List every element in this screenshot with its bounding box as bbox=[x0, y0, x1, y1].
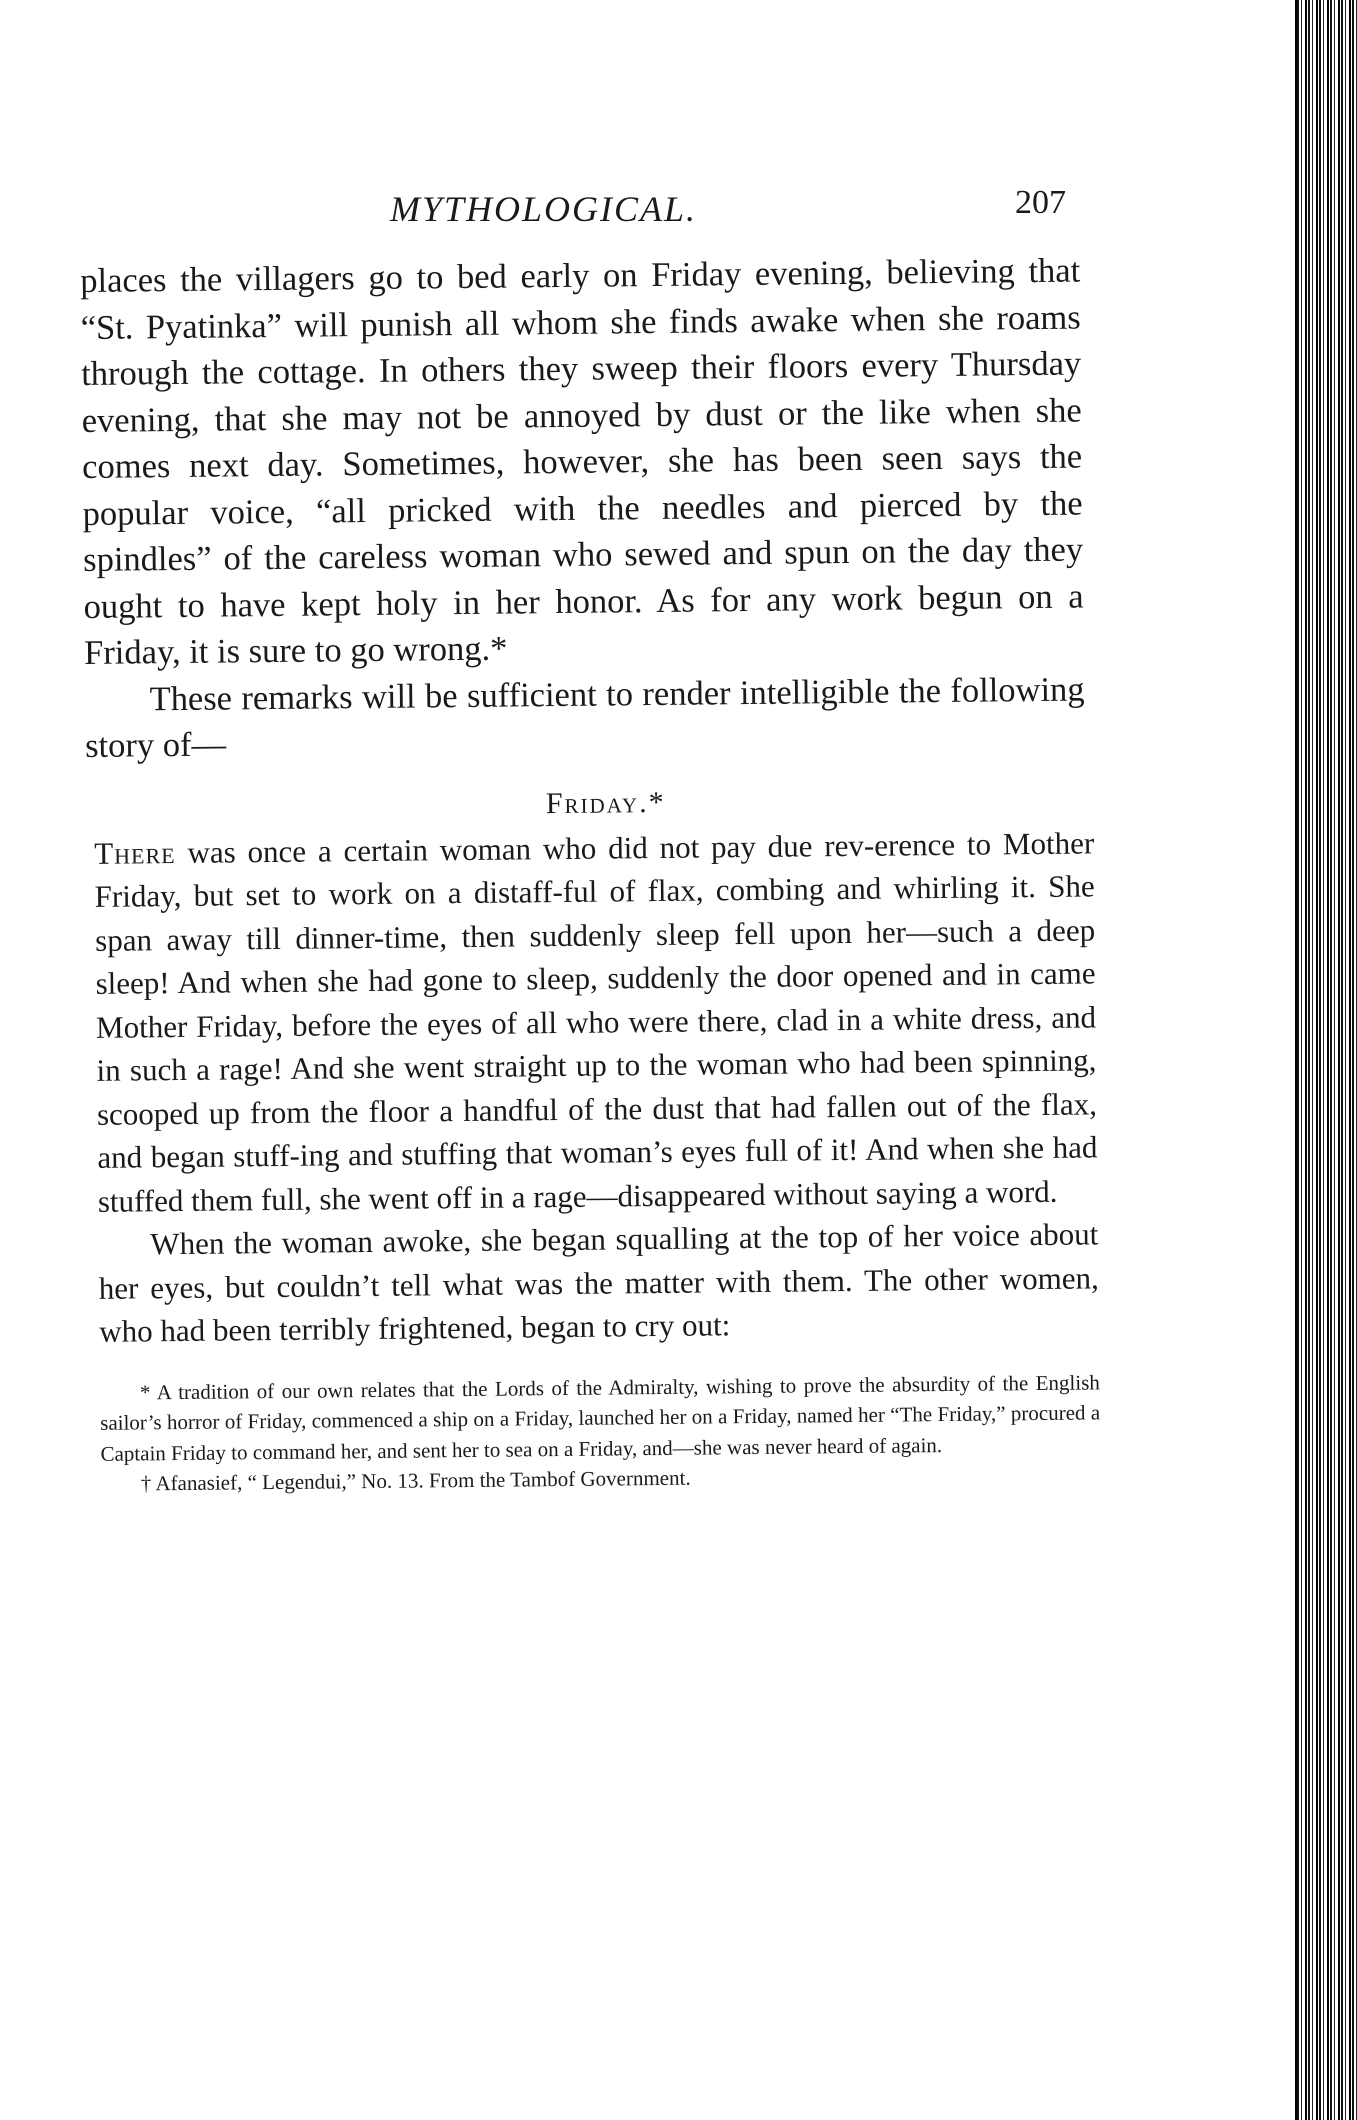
intro-paragraph-1: places the villagers go to bed early on Friday evening, believing that “St. Pyatinka” will punish all whom she finds awake when she roams through the cottage. In others they sweep their floors every Thursday evening, that she may not be annoyed by dust or the like when she comes next day. Sometimes, however, she has been seen says the popular voice, “all pricked with the needles and pierced by the spindles” of the careless woman who sewed and spun on the day they ought to have kept holy in her honor. As for any work begun on a Friday, it is sure to go wrong.* bbox=[80, 251, 1084, 672]
running-head bbox=[80, 184, 1080, 238]
story-paragraph-1-text: was once a certain woman who did not pay due rev-erence to Mother Friday, but set to work on a distaff-ful of flax, combing and whirling it. She span away till dinner-time, then suddenly sleep fell upon her—such a deep sleep! And when she had gone to sleep, suddenly the door opened and in came Mother Friday, before the eyes of all who were there, clad in a white dress, and in such a rage! And she went straight up to the woman who had been spinning, scooped up from the floor a handful of the dust that had fallen out of the flax, and began stuff-ing and stuffing that woman’s eyes full of it! And when she had stuffed them full, she went off in a rage—disappeared without saying a word. bbox=[94, 824, 1098, 1219]
story-heading: Friday.* bbox=[545, 785, 666, 820]
running-title: MYTHOLOGICAL. bbox=[390, 189, 698, 229]
story-block bbox=[94, 821, 1099, 1353]
footnotes bbox=[100, 1367, 1101, 1499]
story-paragraph-1 bbox=[94, 821, 1098, 1223]
story-first-word: There bbox=[94, 834, 176, 871]
intro-paragraph-2: These remarks will be sufficient to render intelligible the following story of— bbox=[84, 670, 1085, 765]
page-gutter-shadow bbox=[1297, 0, 1357, 2120]
story-paragraph-2: When the woman awoke, she began squalling at the top of her voice about her eyes, but couldn’t tell what was the matter with them. The other women, who had been terribly frightened, began to cry out: bbox=[98, 1216, 1099, 1349]
text-block bbox=[80, 248, 1101, 1500]
footnote-2: † Afanasief, “ Legendui,” No. 13. From the Tambof Government. bbox=[140, 1465, 691, 1496]
footnote-1: * A tradition of our own relates that the Lords of the Admiralty, wishing to prove the absurdity of the English sailor’s horror of Friday, commenced a ship on a Friday, launched her on a Friday, named her “The Friday,” procured a Captain Friday to command her, and sent her to sea on a Friday, and—she was never heard of again. bbox=[100, 1369, 1101, 1466]
page-number: 207 bbox=[1015, 184, 1066, 221]
